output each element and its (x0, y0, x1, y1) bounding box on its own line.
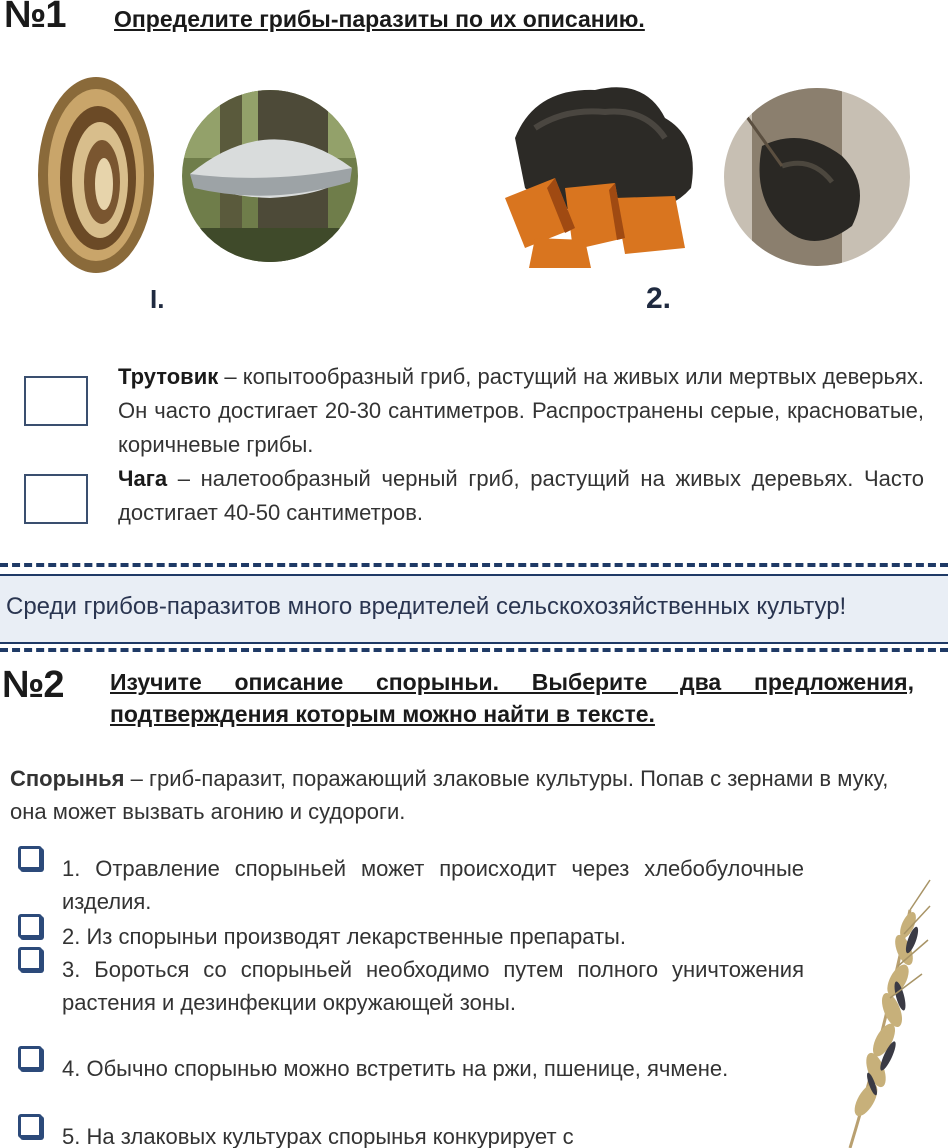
chaga-chunks-image (495, 78, 707, 270)
dashed-divider-bottom (0, 648, 948, 652)
checkbox-2[interactable] (18, 914, 42, 938)
option-5: 5. На злаковых культурах спорынья конкурирует с (62, 1124, 574, 1148)
polypore-shelf-image (18, 70, 168, 280)
image-group-label-2: 2. (646, 282, 672, 315)
polypore-name: Трутовик (118, 364, 219, 389)
task2-number: №2 (2, 664, 64, 706)
info-banner-text: Среди грибов-паразитов много вредителей сельскохозяйственных культур! (6, 593, 847, 620)
info-banner (0, 574, 948, 644)
image-group-label-1: I. (150, 284, 165, 314)
tinder-fungus-photo (180, 88, 360, 264)
dashed-divider-top (0, 563, 948, 567)
description-block (118, 360, 924, 530)
chaga-description (118, 462, 924, 530)
ergot-text: – гриб-паразит, поражающий злаковые культуры. Попав с зернами в муку, она может вызвать агонию и судороги. (10, 766, 889, 824)
option-2: 2. Из спорыньи производят лекарственные препараты. (62, 924, 626, 949)
task1-heading: Определите грибы-паразиты по их описанию. (114, 6, 645, 32)
option-4: 4. Обычно спорынью можно встретить на ржи, пшенице, ячмене. (62, 1056, 729, 1081)
ergot-name: Спорынья (10, 766, 125, 791)
answer-box-2[interactable] (24, 474, 88, 524)
answer-box-1[interactable] (24, 376, 88, 426)
option-3: 3. Бороться со спорыньей необходимо путем полного уничтожения растения и дезинфекции окружающей зоны. (62, 957, 804, 1015)
chaga-name: Чага (118, 466, 168, 491)
task1-number: №1 (4, 0, 66, 36)
task2-heading: Изучите описание спорыньи. Выберите два предложения, подтверждения которым можно найти в тексте. (110, 669, 914, 727)
checkbox-5[interactable] (18, 1114, 42, 1138)
checkbox-4[interactable] (18, 1046, 42, 1070)
ergot-rye-ear-image (830, 870, 948, 1148)
option-1: 1. Отравление спорыньей может происходит через хлебобулочные изделия. (62, 856, 804, 914)
checkbox-3[interactable] (18, 947, 42, 971)
polypore-description (118, 360, 924, 462)
chaga-text: – налетообразный черный гриб, растущий на живых деревьях. Часто достигает 40-50 сантиметров. (118, 466, 924, 525)
ergot-description (10, 762, 920, 828)
chaga-on-tree-photo (722, 86, 912, 268)
checkbox-1[interactable] (18, 846, 42, 870)
polypore-text: – копытообразный гриб, растущий на живых или мертвых деверьях. Он часто достигает 20-30 сантиметров. Распространены серые, красноватые, коричневые грибы. (118, 364, 924, 457)
